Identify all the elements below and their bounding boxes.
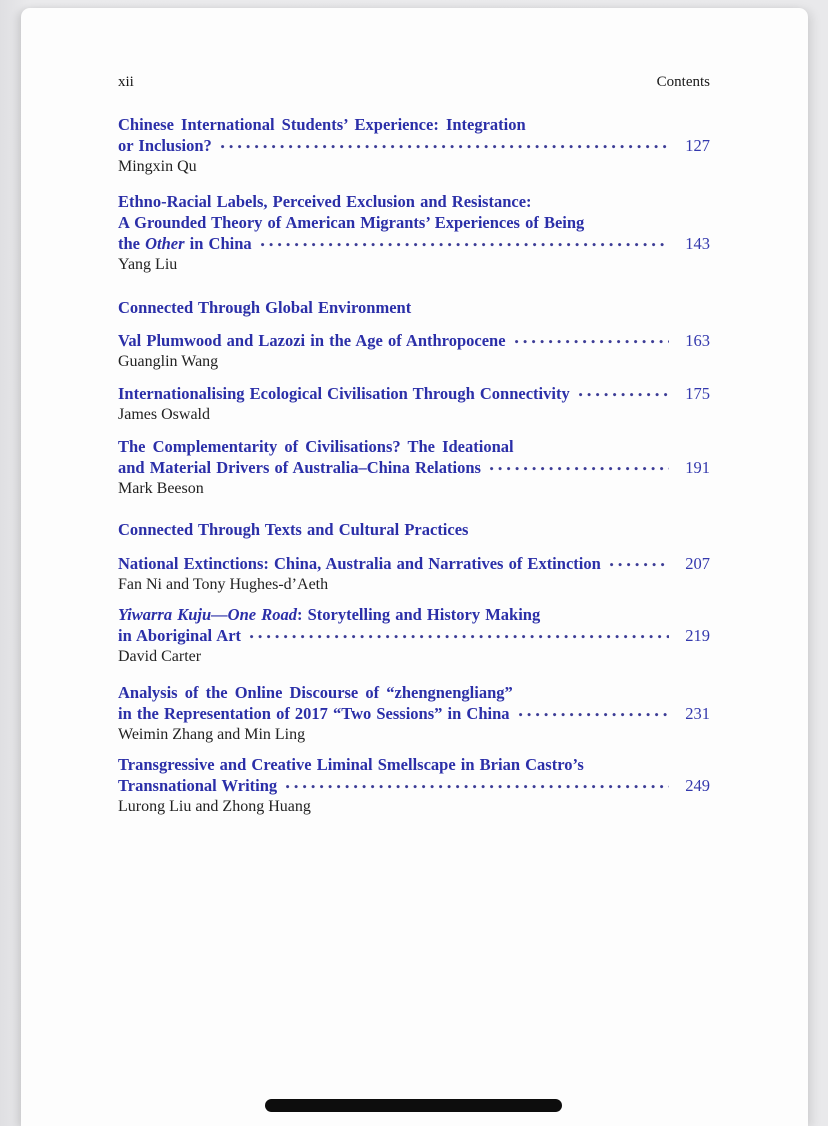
running-head-title: Contents [656, 74, 710, 90]
entry-page-number: 143 [685, 234, 710, 253]
entry-title-last-line [118, 383, 710, 404]
dot-leader [250, 634, 669, 639]
italic-title-part: Yiwarra Kuju—One Road [118, 605, 297, 624]
entry-title-last-line [118, 457, 710, 478]
entry-page-number: 207 [685, 554, 710, 573]
entry-title-line: Ethno-Racial Labels, Perceived Exclusion and Resistance: [118, 192, 532, 211]
book-page [21, 8, 808, 1126]
running-header [118, 73, 710, 91]
entry-title-last-line [118, 703, 710, 724]
entry-page-number: 175 [685, 384, 710, 403]
dot-leader [579, 392, 669, 397]
entry-title-line: Chinese International Students’ Experience: Integration [118, 115, 526, 134]
entry-title-last-line [118, 625, 710, 646]
entry-title-line: Yiwarra Kuju—One Road: Storytelling and History Making [118, 605, 541, 624]
entry-author: Mark Beeson [118, 480, 204, 497]
entry-page-number: 127 [685, 136, 710, 155]
toc-entry [118, 604, 710, 667]
entry-author: Mingxin Qu [118, 158, 197, 175]
entry-title-last-line [118, 233, 710, 254]
dot-leader [519, 712, 669, 717]
page-folio: xii [118, 74, 134, 90]
toc-entry [118, 330, 710, 372]
dot-leader [515, 339, 669, 344]
entry-title: Val Plumwood and Lazozi in the Age of Anthropocene [118, 331, 506, 350]
toc-entry [118, 754, 710, 817]
entry-title: in the Representation of 2017 “Two Sessions” in China [118, 704, 510, 723]
entry-title: the Other in China [118, 234, 252, 253]
entry-author: Fan Ni and Tony Hughes-d’Aeth [118, 576, 329, 593]
entry-title: and Material Drivers of Australia–China Relations [118, 458, 481, 477]
toc-section-heading: Connected Through Global Environment [118, 298, 412, 317]
toc-entry [118, 436, 710, 499]
entry-author: Lurong Liu and Zhong Huang [118, 798, 311, 815]
toc-section-heading: Connected Through Texts and Cultural Practices [118, 520, 469, 539]
dot-leader [286, 784, 669, 789]
italic-title-part: Other [145, 234, 185, 253]
toc-entry [118, 114, 710, 177]
dot-leader [221, 144, 669, 149]
entry-author: Yang Liu [118, 256, 178, 273]
entry-page-number: 163 [685, 331, 710, 350]
home-indicator-bar[interactable] [265, 1099, 562, 1112]
entry-author: David Carter [118, 648, 202, 665]
toc-content [118, 73, 710, 817]
entry-title: or Inclusion? [118, 136, 212, 155]
entry-title: Internationalising Ecological Civilisation Through Connectivity [118, 384, 570, 403]
entry-author: James Oswald [118, 406, 210, 423]
entry-title-last-line [118, 330, 710, 351]
entry-page-number: 231 [685, 704, 710, 723]
dot-leader [610, 562, 669, 567]
entry-title-last-line [118, 775, 710, 796]
dot-leader [490, 466, 669, 471]
entry-page-number: 219 [685, 626, 710, 645]
entry-title-line: A Grounded Theory of American Migrants’ Experiences of Being [118, 213, 585, 232]
entry-author: Guanglin Wang [118, 353, 219, 370]
entry-title: Transnational Writing [118, 776, 278, 795]
toc-entry [118, 553, 710, 595]
entry-author: Weimin Zhang and Min Ling [118, 726, 306, 743]
toc-entry [118, 191, 710, 275]
entry-page-number: 191 [685, 458, 710, 477]
dot-leader [261, 242, 669, 247]
entry-title-last-line [118, 135, 710, 156]
entry-title-line: The Complementarity of Civilisations? The Ideational [118, 437, 514, 456]
entry-title-last-line [118, 553, 710, 574]
toc-entry [118, 383, 710, 425]
toc-entry [118, 682, 710, 745]
entry-title-line: Analysis of the Online Discourse of “zhengnengliang” [118, 683, 513, 702]
entry-title-line: Transgressive and Creative Liminal Smellscape in Brian Castro’s [118, 755, 584, 774]
entry-title: National Extinctions: China, Australia and Narratives of Extinction [118, 554, 601, 573]
entry-title: in Aboriginal Art [118, 626, 242, 645]
entry-page-number: 249 [685, 776, 710, 795]
